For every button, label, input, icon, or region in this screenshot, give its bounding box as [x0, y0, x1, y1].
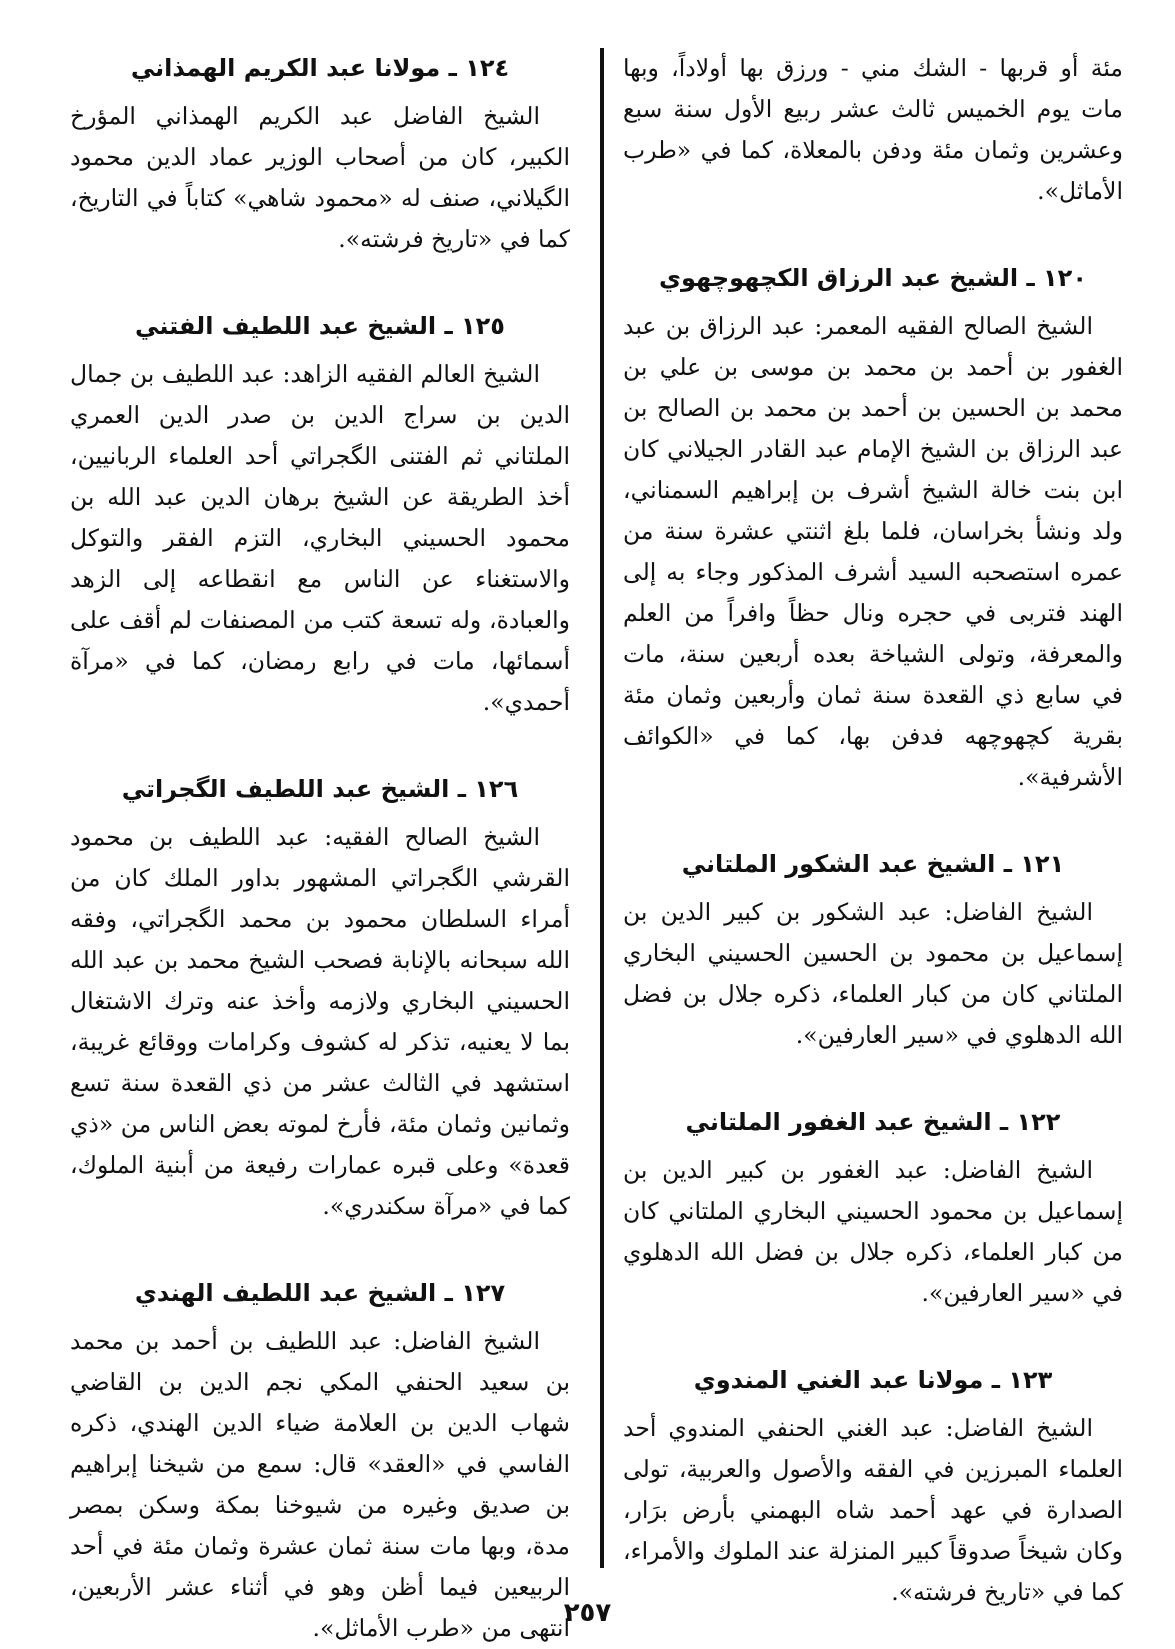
entry-120 — [623, 258, 1123, 798]
entry-125 — [70, 306, 570, 723]
entry-126 — [70, 769, 570, 1227]
entry-124 — [70, 48, 570, 260]
entry-121 — [623, 844, 1123, 1056]
right-column — [623, 48, 1123, 1613]
page-number: ٢٥٧ — [563, 1598, 612, 1628]
entry-body: الشيخ الصالح الفقيه المعمر: عبد الرزاق بن عبد الغفور بن أحمد بن محمد بن موسى بن علي بن محمد بن الحسين بن أحمد بن محمد بن الصالح بن عبد الرزاق بن الشيخ الإمام عبد القادر الجيلاني كان ابن بنت خالة الشيخ أشرف بن إبراهيم السمناني، ولد ونشأ بخراسان، فلما بلغ اثنتي عشرة سنة من عمره استصحبه السيد أشرف المذكور وجاء به إلى الهند فتربى في حجره ونال حظاً وافراً من العلم والمعرفة، وتولى الشياخة بعده أربعين سنة، مات في سابع ذي القعدة سنة ثمان وأربعين وثمان مئة بقرية كچھوچھه فدفن بها، كما في «الكوائف الأشرفية». — [623, 312, 1123, 791]
entry-heading: ١٢٤ ـ مولانا عبد الكريم الهمذاني — [130, 54, 510, 82]
entry-heading: ١٢٧ ـ الشيخ عبد اللطيف الهندي — [134, 1279, 506, 1307]
entry-heading: ١٢٥ ـ الشيخ عبد اللطيف الفتني — [135, 312, 505, 340]
entry-body: الشيخ العالم الفقيه الزاهد: عبد اللطيف بن جمال الدين بن سراج الدين بن صدر الدين العمري الملتاني ثم الفتنى الگجراتي أحد العلماء الربانيين، أخذ الطريقة عن الشيخ برهان الدين عبد الله بن محمود الحسيني البخاري، التزم الفقر والتوكل والاستغناء عن الناس مع انقطاعه إلى الزهد والعبادة، وله تسعة كتب من المصنفات لم أقف على أسمائها، مات في رابع رمضان، كما في «مرآة أحمدي». — [70, 360, 570, 716]
entry-127 — [70, 1273, 570, 1649]
entry-heading: ١٢٠ ـ الشيخ عبد الرزاق الكچھوچھوي — [659, 264, 1087, 292]
entry-body: الشيخ الصالح الفقيه: عبد اللطيف بن محمود القرشي الگجراتي المشهور بداور الملك كان من أمراء السلطان محمود بن محمد الگجراتي، وفقه الله سبحانه بالإنابة فصحب الشيخ محمد بن عبد الله الحسيني البخاري ولازمه وأخذ عنه وترك الاشتغال بما لا يعنيه، تذكر له كشوف وكرامات ووقائع غريبة، استشهد في الثالث عشر من ذي القعدة سنة تسع وثمانين وثمان مئة، فأرخ لموته بعض الناس من «ذي قعدة» وعلى قبره عمارات رفيعة من أبنية الملوك، كما في «مرآة سكندري». — [70, 823, 570, 1220]
entry-body: الشيخ الفاضل: عبد اللطيف بن أحمد بن محمد بن سعيد الحنفي المكي نجم الدين بن القاضي شهاب الدين بن العلامة ضياء الدين الهندي، ذكره الفاسي في «العقد» قال: سمع من شيخنا إبراهيم بن صديق وغيره من شيوخنا بمكة وسكن بمصر مدة، وبها مات سنة ثمان عشرة وثمان مئة في أحد الربيعين فيما أظن وهو في أثناء عشر الأربعين، انتهى من «طرب الأماثل». — [70, 1327, 570, 1642]
entry-heading: ١٢١ ـ الشيخ عبد الشكور الملتاني — [681, 850, 1065, 878]
entry-heading: ١٢٢ ـ الشيخ عبد الغفور الملتاني — [685, 1108, 1061, 1136]
entry-122 — [623, 1102, 1123, 1314]
entry-body: الشيخ الفاضل: عبد الشكور بن كبير الدين بن إسماعيل بن محمود بن الحسين الحسيني البخاري الملتاني كان من كبار العلماء، ذكره جلال بن فضل الله الدهلوي في «سير العارفين». — [623, 898, 1123, 1049]
continuation-paragraph: مئة أو قربها - الشك مني - ورزق بها أولاداً، وبها مات يوم الخميس ثالث عشر ربيع الأول سنة سبع وعشرين وثمان مئة ودفن بالمعلاة، كما في «طرب الأماثل». — [623, 54, 1123, 205]
left-column — [70, 48, 570, 1649]
entry-body: الشيخ الفاضل: عبد الغني الحنفي المندوي أحد العلماء المبرزين في الفقه والأصول والعربية، تولى الصدارة في عهد أحمد شاه البهمني بأرض برَار، وكان شيخاً صدوقاً كبير المنزلة عند الملوك والأمراء، كما في «تاريخ فرشته». — [623, 1414, 1123, 1606]
column-divider — [600, 48, 604, 1568]
entry-123 — [623, 1360, 1123, 1613]
entry-heading: ١٢٦ ـ الشيخ عبد اللطيف الگجراتي — [121, 775, 519, 803]
entry-heading: ١٢٣ ـ مولانا عبد الغني المندوي — [693, 1366, 1053, 1394]
entry-body: الشيخ الفاضل عبد الكريم الهمذاني المؤرخ الكبير، كان من أصحاب الوزير عماد الدين محمود الگيلاني، صنف له «محمود شاهي» كتاباً في التاريخ، كما في «تاريخ فرشته». — [70, 102, 570, 253]
entry-body: الشيخ الفاضل: عبد الغفور بن كبير الدين بن إسماعيل بن محمود الحسيني البخاري الملتاني كان من كبار العلماء، ذكره جلال بن فضل الله الدهلوي في «سير العارفين». — [623, 1156, 1123, 1307]
